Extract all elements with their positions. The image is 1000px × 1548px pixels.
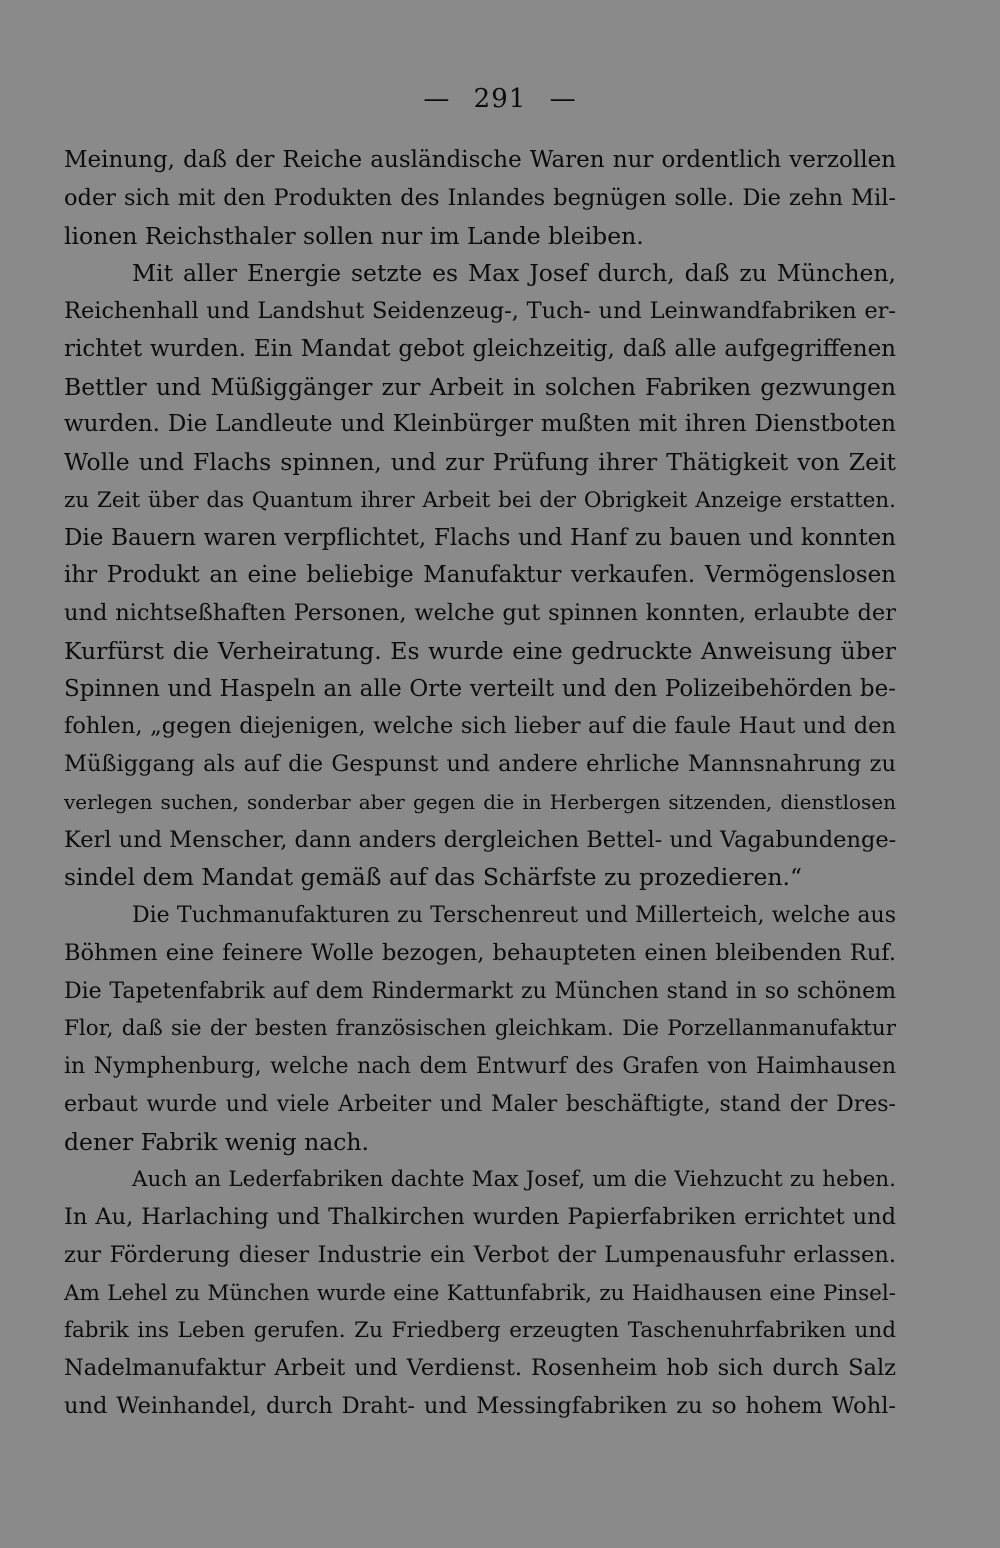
text-line: In Au, Harlaching und Thalkirchen wurden Papierfabriken errichtet und: [64, 1204, 896, 1230]
text-line: lionen Reichsthaler sollen nur im Lande bleiben.: [64, 221, 644, 250]
text-line: Spinnen und Haspeln an alle Orte verteilt und den Polizeibehörden be-: [64, 675, 896, 702]
text-line: Böhmen eine feinere Wolle bezogen, behaupteten einen bleibenden Ruf.: [64, 939, 896, 966]
text-line: Bettler und Müßiggänger zur Arbeit in solchen Fabriken gezwungen: [64, 372, 896, 401]
page-header: [0, 84, 1000, 114]
text-line: Nadelmanufaktur Arbeit und Verdienst. Rosenheim hob sich durch Salz: [64, 1355, 896, 1381]
text-line: Die Tuchmanufakturen zu Terschenreut und Millerteich, welche aus: [132, 903, 896, 928]
text-line: Die Tapetenfabrik auf dem Rindermarkt zu München stand in so schönem: [64, 978, 896, 1004]
text-line: Wolle und Flachs spinnen, und zur Prüfung ihrer Thätigkeit von Zeit: [64, 448, 896, 476]
text-line: dener Fabrik wenig nach.: [64, 1127, 370, 1156]
text-line: oder sich mit den Produkten des Inlandes begnügen solle. Die zehn Mil-: [64, 184, 896, 211]
text-line: zur Förderung dieser Industrie ein Verbot der Lumpenausfuhr erlassen.: [64, 1241, 896, 1268]
text-line: Auch an Lederfabriken dachte Max Josef, um die Viehzucht zu heben.: [132, 1167, 896, 1193]
body-text: [64, 142, 896, 1426]
text-line: Kurfürst die Verheiratung. Es wurde eine gedruckte Anweisung über: [64, 636, 896, 665]
text-line: Reichenhall und Landshut Seidenzeug-, Tuch- und Leinwandfabriken er-: [64, 298, 896, 324]
text-line: fabrik ins Leben gerufen. Zu Friedberg erzeugten Taschenuhrfabriken und: [64, 1318, 896, 1344]
text-line: Müßiggang als auf die Gespunst und andere ehrliche Mannsnahrung zu: [64, 751, 896, 777]
text-line: fohlen, „gegen diejenigen, welche sich lieber auf die faule Haut und den: [64, 713, 896, 740]
text-line: und nichtseßhaften Personen, welche gut spinnen konnten, erlaubte der: [64, 600, 896, 626]
text-line: Die Bauern waren verpflichtet, Flachs und Hanf zu bauen und konnten: [64, 524, 896, 551]
text-line: wurden. Die Landleute und Kleinbürger mußten mit ihren Dienstboten: [64, 411, 896, 438]
text-line: Mit aller Energie setzte es Max Josef durch, daß zu München,: [132, 259, 896, 288]
text-line: richtet wurden. Ein Mandat gebot gleichzeitig, daß alle aufgegriffenen: [64, 335, 896, 362]
text-line: erbaut wurde und viele Arbeiter und Maler beschäftigte, stand der Dres-: [64, 1091, 896, 1117]
header-dash-left: —: [423, 84, 451, 114]
text-line: verlegen suchen, sonderbar aber gegen die in Herbergen sitzenden, dienstlosen: [64, 789, 896, 814]
text-line: Kerl und Menscher, dann anders dergleichen Bettel- und Vagabundenge-: [64, 826, 896, 853]
text-line: Meinung, daß der Reiche ausländische Waren nur ordentlich verzollen: [64, 147, 896, 173]
text-line: zu Zeit über das Quantum ihrer Arbeit bei der Obrigkeit Anzeige erstatten.: [64, 487, 896, 513]
text-line: sindel dem Mandat gemäß auf das Schärfste zu prozedieren.“: [64, 863, 802, 892]
text-line: Flor, daß sie der besten französischen gleichkam. Die Porzellanmanufaktur: [64, 1016, 896, 1042]
text-line: und Weinhandel, durch Draht- und Messingfabriken zu so hohem Wohl-: [64, 1392, 896, 1419]
text-line: in Nymphenburg, welche nach dem Entwurf des Grafen von Haimhausen: [64, 1054, 896, 1079]
text-line: ihr Produkt an eine beliebige Manufaktur verkaufen. Vermögenslosen: [64, 562, 896, 589]
text-line: Am Lehel zu München wurde eine Kattunfabrik, zu Haidhausen eine Pinsel-: [64, 1280, 896, 1306]
header-dash-right: —: [549, 84, 577, 114]
page-number: 291: [473, 84, 527, 114]
